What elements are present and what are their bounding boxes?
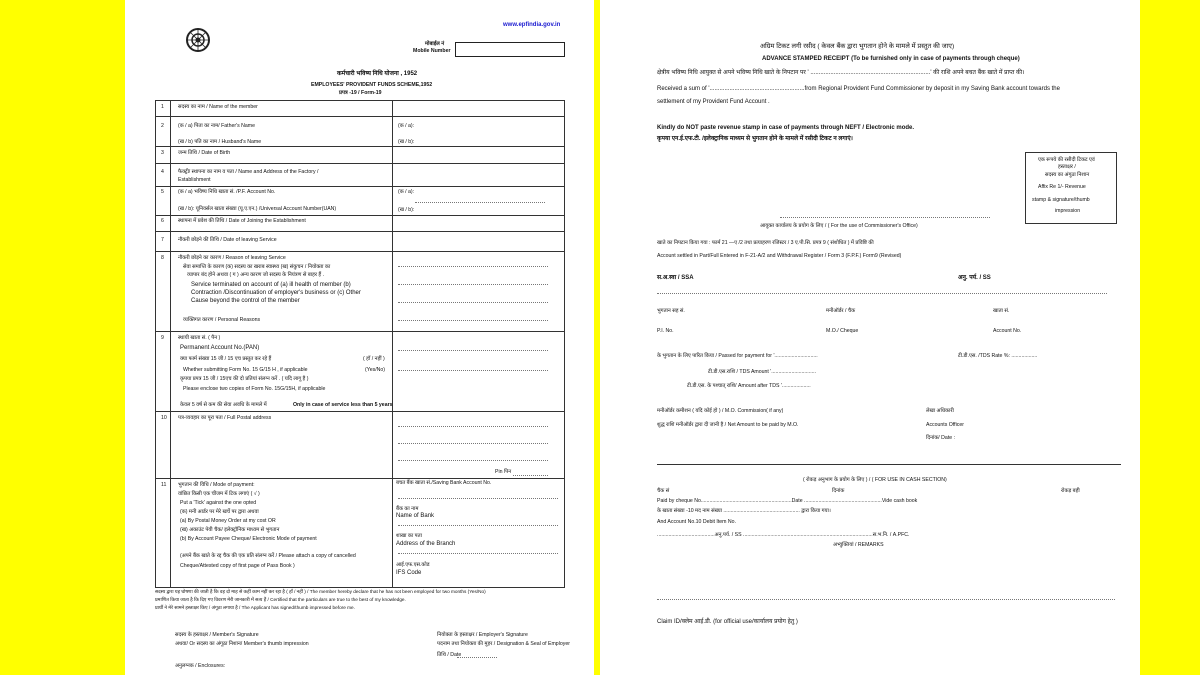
receipt-title: ADVANCE STAMPED RECEIPT (To be furnished only in case of payments through cheque): [762, 56, 1020, 62]
scheme-title-hindi: कर्मचारी भविष्य निधि योजना , 1952: [337, 71, 418, 77]
amount-after-tds: टी.डी.एस. के पश्चात् राशि/ Amount after TDS '....................: [687, 383, 811, 389]
stamp-note: Kindly do NOT paste revenue stamp in case of payments through NEFT / Electronic mode.: [657, 125, 915, 131]
service-note: Only in case of service less than 5 years: [293, 402, 393, 408]
declaration-2: प्रमाणित किया जाता है कि दिए गए विवरण मेरी जानकारी में सत्य हैं / Certified that the particulars are true to the best of my knowledge.: [155, 597, 406, 602]
pi-no-label: P.I. No.: [657, 328, 674, 334]
service-note-hindi: केवल 5 वर्ष से कम की सेवा अवधि के मामले में: [180, 402, 267, 408]
ss-apfc-line: ........................................अनु.पर्य. / SS ..........................................................................................स.भ.नि. / A.PFC.: [657, 532, 910, 538]
ifs-code-label-hindi: आई.एफ.एस.कोड: [396, 562, 430, 568]
receipt-title-hindi: अग्रिम टिकट लगी रसीद ( केवल बैंक द्वारा भुगतान होने के मामले में प्रस्तुत की जाए): [760, 43, 955, 50]
received-line-hindi: क्षेत्रीय भविष्य निधि आयुक्त से अपने भविष्य निधि खाते के निपटान पर ' ........................................................................' की राशि अपने बचत बैंक खाते में प्राप्त की।: [657, 70, 1025, 76]
pan-label-hindi: स्थायी खाता सं. ( पैन ): [178, 335, 221, 341]
reason-hindi-1: सेवा समाप्ति के कारण (क) सदस्य का खराब स्वास्थ्य (ख) संकुचन / नियोक्ता का: [183, 264, 331, 270]
doj-label: स्थापना में प्रवेश की तिथि / Date of Joining the Establishment: [178, 218, 306, 224]
mo-commission: मनीऑर्डर कमीशन ( यदि कोई हो ) / M.O. Commission( if any): [657, 408, 784, 414]
stamp-box-line-3: impression: [1055, 208, 1081, 214]
reason-label: नौकरी छोड़ने का कारण / Reason of leaving Service: [178, 255, 286, 261]
personal-reasons-label: व्यक्तिगत कारण / Personal Reasons: [183, 317, 261, 323]
reason-hindi-2: व्यापार बंद होने अथवा ( ग ) अन्य कारण जो सदस्य के नियंत्रण से बाहर हैं .: [187, 272, 325, 278]
cheque-no-hindi: चैक सं: [657, 488, 670, 494]
form-19-page: [125, 0, 594, 675]
branch-address-label-hindi: शाखा का पता: [396, 533, 422, 539]
uan-field[interactable]: (ख / b):: [398, 207, 415, 213]
yes-no-hindi: ( हाँ / नहीं ): [363, 356, 385, 362]
claim-id-label: Claim ID/क्लेम आई.डी. (for official use/कार्यालय प्रयोग हेतु ): [657, 619, 798, 625]
employer-signature-label: नियोक्ता के हस्ताक्षर / Employer's Signature: [437, 632, 528, 638]
declaration-3: प्रार्थी ने मेरे सामने हस्ताक्षर किए / अंगूठा लगाया है / The Applicant has signed/thumb impressed before me.: [155, 605, 355, 610]
employer-designation-label: पदनाम तथा नियोक्ता की मुहर / Designation & Seal of Employer: [437, 641, 570, 647]
father-name-field[interactable]: (क / a):: [398, 123, 415, 129]
scheme-title: EMPLOYEES' PROVIDENT FUNDS SCHEME,1952: [311, 82, 433, 88]
postal-address-label: पत्र-व्यवहार का पूरा पता / Full Postal address: [178, 415, 272, 421]
reason-english-2: Contraction /Discontinuation of employer's business or (c) Other: [191, 290, 361, 296]
row-number: 4: [161, 169, 164, 175]
net-amount: शुद्ध राशि मनीऑर्डर द्वारा दी जानी है / Net Amount to be paid by M.O.: [657, 422, 799, 428]
tds-rate: टी.डी.एस. /TDS Rate %: ..................: [958, 353, 1038, 359]
declaration-1: सदस्य द्वारा यह घोषणा की जाती है कि वह दो माह से कहीं काम नहीं कर रहा है ( हाँ / नहीं ) / The member hereby declare that he has not been employed for two months (Yes/No): [155, 589, 486, 594]
row-number: 7: [161, 237, 164, 243]
husband-name-label: (ख / b) पति का नाम / Husband's Name: [178, 139, 262, 145]
cancelled-cheque-hindi: (अपने बैंक खाते के रद्द चैक की एक प्रति संलग्न करें / Please attach a copy of cancelled: [180, 553, 356, 559]
tick-instruction-hindi: वांछित किसी एक चीजम में टिक लगाएं ( √ ): [178, 491, 260, 497]
reason-english-3: Cause beyond the control of the member: [191, 298, 300, 304]
dated-hindi: दिनांक: [832, 488, 845, 494]
option-b-cheque[interactable]: (b) By Account Payee Cheque/ Electronic Mode of payment: [180, 536, 317, 542]
website-link[interactable]: www.epfindia.gov.in: [503, 22, 561, 28]
option-a-money-order[interactable]: (a) By Postal Money Order at my cost OR: [180, 518, 276, 524]
stamp-box-line-1: Affix Re 1/- Revenue: [1038, 184, 1086, 190]
row-number: 1: [161, 104, 164, 110]
tick-instruction: Put a 'Tick' against the one opted: [180, 500, 257, 506]
uan-label: (ख / b): यूनिवर्सल खाता संख्या (यू.ए.एन.) /Universal Account Number(UAN): [178, 206, 337, 212]
debit-item-no: And Account No.10 Debit Item No.: [657, 519, 737, 525]
dob-label: जन्म तिथि / Date of Birth: [178, 150, 231, 156]
factory-address-label-2: Establishment: [178, 177, 211, 183]
paid-by-cheque: Paid by cheque No...............................................................Date ......................................................Vide cash book: [657, 498, 918, 504]
epfo-emblem-icon: [185, 27, 211, 53]
mo-cheque-label: M.O./ Cheque: [826, 328, 859, 334]
stamp-box-hindi-1: एक रूपये की रसीदी टिकट एवं: [1038, 157, 1095, 163]
row-number: 11: [161, 482, 167, 488]
member-name-label: सदस्य का नाम / Name of the member: [178, 104, 258, 110]
pan-label: Permanent Account No.(PAN): [180, 345, 260, 351]
cash-section-heading: ( रोकड़ अनुभाग के प्रयोग के लिए ) / ( FOR USE IN CASH SECTION): [803, 477, 947, 483]
accounts-officer-hindi: लेखा अधिकारी: [926, 408, 954, 414]
ss-label: अनु. पर्य. / SS: [958, 275, 991, 281]
stamp-box-hindi-3: सदस्य का अंगूठा निशान: [1045, 172, 1090, 178]
row-number: 9: [161, 335, 164, 341]
tds-amount: टी.डी.एस.राशि / TDS Amount '...............................: [708, 369, 816, 375]
bank-name-label-hindi: बैंक का नाम: [396, 506, 419, 512]
dol-label: नौकरी छोड़ने की तिथि / Date of leaving Service: [178, 237, 277, 243]
sb-account-label: बचत बैंक खाता सं./Saving Bank Account No.: [396, 480, 492, 486]
office-use-heading: आयुक्त कार्यालय के प्रयोग के लिए / ( For the use of Commissioner's Office): [760, 223, 918, 229]
reason-english-1: Service terminated on account of (a) ill health of member (b): [191, 282, 351, 288]
husband-name-field[interactable]: (ख / b):: [398, 139, 415, 145]
option-b-hindi[interactable]: (ख) अकाउंट पेयी चैक/ इलेक्ट्रॉनिक माध्यम से भुगतान: [180, 527, 280, 533]
member-thumb-label: अथवा/ Or सदस्य का अंगूठा निशान/ Member's thumb impression: [175, 641, 309, 647]
cancelled-cheque-note: Cheque/Attested copy of first page of Pass Book ): [180, 563, 295, 569]
mobile-label: Mobile Number: [413, 48, 451, 54]
bank-name-label: Name of Bank: [396, 513, 435, 519]
passed-for-payment: के भुगतान के लिए पारित किया / Passed for payment for '..............................: [657, 353, 818, 359]
member-signature-label: सदस्य के हस्ताक्षर / Member's Signature: [175, 632, 259, 638]
received-line-2: settlement of my Provident Fund Account .: [657, 99, 770, 105]
stamp-note-hindi: कृपया एन.ई.एफ.टी. /इलेक्ट्रानिक माध्यम से भुगतान होने के मामले में रसीदी टिकट न लगाएं।: [657, 136, 853, 142]
date-label: तिथि / Date: [437, 652, 462, 658]
enclose-15g-label: Please enclose two copies of Form No. 15G/15H, if applicable: [183, 386, 326, 392]
form-number: प्रपत्र -19 / Form-19: [339, 90, 382, 96]
mobile-label-hindi: मोबाईल नं: [425, 41, 445, 47]
stamp-box-hindi-2: हस्ताक्षर /: [1058, 164, 1076, 170]
ssa-label: स.अ.स्वा / SSA: [657, 275, 694, 281]
pf-account-label: (क / a) भविष्य निधि खाता सं. /P.F. Account No.: [178, 189, 276, 195]
account-no-hindi: खाता सं.: [993, 308, 1010, 314]
row-number: 6: [161, 218, 164, 224]
form15-label: Whether submitting Form No. 15 G/15 H , if applicable: [183, 367, 308, 373]
date-field: दिनांक/ Date :: [926, 435, 956, 441]
bank-account-hindi: के खाता संख्या -10 मद नाम संख्या ..................................................... द्वारा किया गया।: [657, 508, 831, 514]
stamp-box-line-2: stamp & signature/thumb: [1032, 197, 1090, 203]
pin-label: Pin पिन: [495, 469, 512, 475]
row-number: 2: [161, 123, 164, 129]
form15-label-hindi: क्या फार्म संख्या 15 जी / 15 एच प्रस्तुत कर रहे हैं: [180, 356, 272, 362]
cash-book-hindi: रोकड़ बही: [1061, 488, 1080, 494]
payment-no-hindi: भुगतान सह सं.: [657, 308, 685, 314]
enclose-15g-hindi: कृपया प्रपत्र 15 जी / 15एच की दो प्रतियां संलग्न करें . ( यदि लागू है ): [180, 376, 309, 382]
received-line-1: Received a sum of '.........................................................from Regional Provident Fund Commissioner by deposit in my Saving Bank account towards the: [657, 86, 1060, 92]
row-number: 5: [161, 189, 164, 195]
row-number: 8: [161, 255, 164, 261]
mobile-number-input[interactable]: [455, 42, 565, 57]
mo-cheque-hindi: मनीऑर्डर / चैक: [826, 308, 856, 314]
enclosures-label: अनुलग्नक / Enclosures:: [175, 663, 226, 669]
advance-stamped-receipt-page: [600, 0, 1140, 675]
account-no-label: Account No.: [993, 328, 1022, 334]
factory-address-label: फैक्ट्री/ स्थापना का नाम व पता / Name and Address of the Factory /: [178, 169, 319, 175]
pf-account-field[interactable]: (क / a):: [398, 189, 415, 195]
yes-no-field[interactable]: (Yes/No): [365, 367, 385, 373]
settled-hindi: खाते का निपटान किया गया : फार्म 21 —ए /2 तथा प्रत्याहरण रजिस्टर / 3 ए.पी.सि. प्रपत्र 9 ( संशोधित ) में प्रविष्टि की: [657, 240, 874, 246]
row-number: 10: [161, 415, 167, 421]
accounts-officer: Accounts Officer: [926, 422, 964, 428]
mode-of-payment-label: भुगतान की विधि / Mode of payment:: [178, 482, 255, 488]
row-number: 3: [161, 150, 164, 156]
settled-line: Account settled in Part/Full Entered in F-21-A/2 and Withdrawal Register / Form 3 (F.P.F.) Form9 (Revised): [657, 253, 902, 259]
remarks-label: अभ्युक्तियां / REMARKS: [833, 542, 884, 548]
branch-address-label: Address of the Branch: [396, 541, 456, 547]
ifs-code-label: IFS Code: [396, 570, 422, 576]
father-name-label: (क / a) पिता का नाम/ Father's Name: [178, 123, 255, 129]
option-a-hindi[interactable]: (क) मनी आर्डर पर मेरे खर्चे पर द्वारा अथवा: [180, 509, 259, 515]
